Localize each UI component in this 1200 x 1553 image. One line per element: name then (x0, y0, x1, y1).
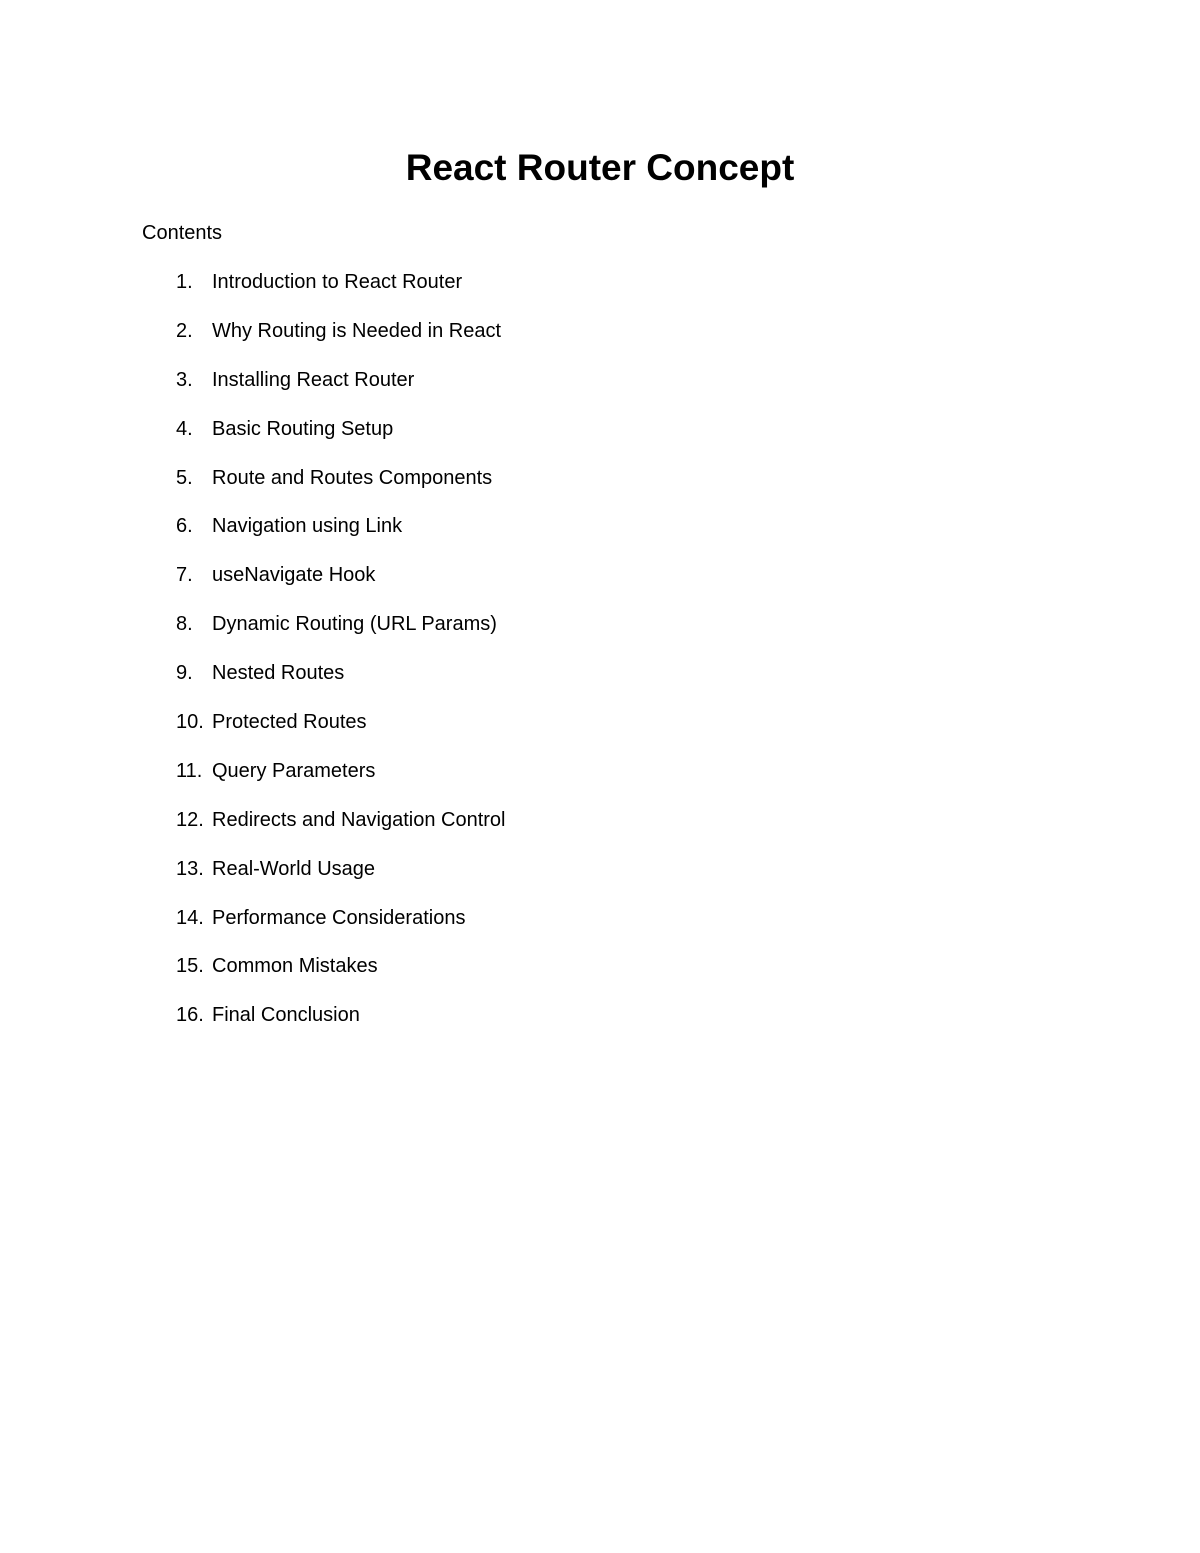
toc-item-text: Basic Routing Setup (212, 417, 394, 440)
toc-item-15 (176, 952, 506, 1001)
toc-item-12 (176, 806, 506, 855)
toc-item-text: Navigation using Link (212, 515, 403, 538)
contents-heading: Contents (142, 222, 223, 244)
toc-item-number: 11. (176, 759, 203, 782)
toc-item-text: Dynamic Routing (URL Params) (212, 613, 497, 636)
toc-item-8 (176, 610, 506, 659)
toc-item-text: Real-World Usage (212, 857, 376, 880)
toc-item-text: Why Routing is Needed in React (212, 319, 502, 342)
toc-item-number: 2. (176, 319, 193, 342)
toc-item-number: 6. (176, 515, 193, 538)
toc-item-number: 14. (176, 906, 204, 929)
toc-item-number: 1. (176, 271, 193, 293)
toc-item-number: 8. (176, 613, 193, 636)
toc-item-text: Redirects and Navigation Control (212, 808, 506, 831)
toc-item-text: useNavigate Hook (212, 564, 376, 587)
toc-item-text: Introduction to React Router (212, 271, 463, 293)
toc-item-6 (176, 512, 506, 561)
toc-item-number: 4. (176, 417, 193, 440)
toc-item-text: Performance Considerations (212, 906, 466, 929)
toc-item-number: 3. (176, 368, 193, 391)
toc-item-number: 9. (176, 662, 193, 685)
toc-item-text: Protected Routes (212, 711, 367, 734)
toc-item-number: 16. (176, 1004, 204, 1027)
toc-item-text: Final Conclusion (212, 1004, 360, 1027)
toc-item-1 (176, 268, 506, 317)
toc-item-text: Nested Routes (212, 662, 345, 685)
toc-item-4 (176, 415, 506, 464)
toc-item-14 (176, 904, 506, 953)
toc-item-number: 5. (176, 466, 193, 489)
toc-item-number: 7. (176, 564, 193, 587)
toc-item-number: 13. (176, 857, 204, 880)
toc-item-11 (176, 757, 506, 806)
toc-item-text: Query Parameters (212, 759, 376, 782)
toc-item-2 (176, 317, 506, 366)
toc-item-10 (176, 708, 506, 757)
toc-item-9 (176, 659, 506, 708)
toc-item-text: Installing React Router (212, 368, 415, 391)
toc-item-5 (176, 464, 506, 513)
toc-item-13 (176, 855, 506, 904)
toc-item-7 (176, 561, 506, 610)
document-title: React Router Concept (405, 147, 795, 188)
toc-item-number: 12. (176, 808, 204, 831)
toc-item-16 (176, 1001, 506, 1050)
toc-item-3 (176, 366, 506, 415)
toc-item-text: Common Mistakes (212, 955, 378, 978)
toc-item-number: 10. (176, 711, 204, 734)
table-of-contents (176, 268, 506, 1050)
toc-item-text: Route and Routes Components (212, 466, 493, 489)
toc-item-number: 15. (176, 955, 204, 978)
